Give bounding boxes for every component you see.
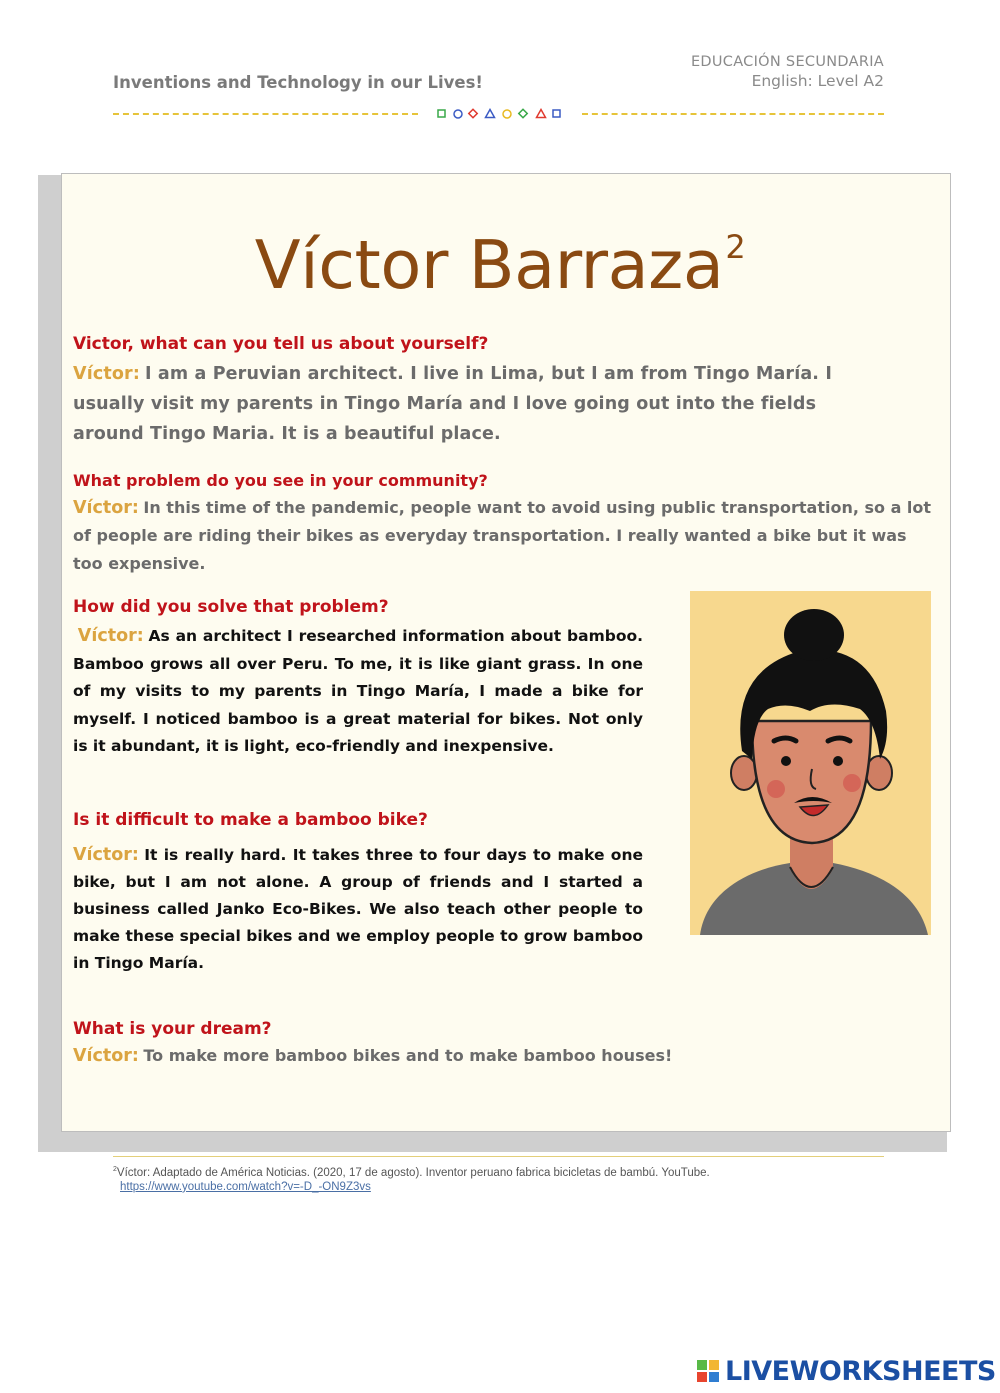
interview-section-1 bbox=[73, 330, 873, 449]
answer-2: In this time of the pandemic, people want to avoid using public transportation, so a lot of people are riding their bikes as everyday transportation. I really wanted a bike but it was too expensive. bbox=[73, 498, 932, 573]
answer-5: To make more bamboo bikes and to make bamboo houses! bbox=[143, 1046, 673, 1065]
liveworksheets-logo-icon bbox=[697, 1358, 721, 1388]
title-text: Víctor Barraza bbox=[254, 226, 724, 304]
answer-4: It is really hard. It takes three to four days to make one bike, but I am not alone. A group of friends and I started a business called Janko Eco-Bikes. We also teach other people to make these special bikes and we employ people to grow bamboo in Tingo María. bbox=[73, 846, 643, 972]
interview-title bbox=[0, 226, 1000, 304]
header-divider-right bbox=[582, 113, 884, 115]
question-2: What problem do you see in your community? bbox=[73, 471, 488, 490]
english-level: English: Level A2 bbox=[751, 72, 884, 90]
speaker-label: Víctor: bbox=[73, 364, 140, 384]
level-info bbox=[691, 54, 884, 90]
question-5: What is your dream? bbox=[73, 1019, 272, 1039]
speaker-label: Víctor: bbox=[73, 498, 139, 518]
worksheet-topic: Inventions and Technology in our Lives! bbox=[113, 73, 483, 92]
footnote-divider bbox=[113, 1156, 884, 1157]
brand-name: LIVEWORKSHEETS bbox=[725, 1356, 996, 1387]
speaker-label: Víctor: bbox=[73, 845, 139, 865]
interview-section-2 bbox=[73, 467, 933, 578]
speaker-label: Víctor: bbox=[73, 1046, 139, 1066]
answer-3: As an architect I researched information about bamboo. Bamboo grows all over Peru. To me, it is like giant grass. In one of my visits to my parents in Tingo María, I made a bike for myself. I noticed bamboo is a great material for bikes. Not only is it abundant, it is light, eco-friendly and inexpensive. bbox=[73, 627, 644, 755]
decorative-shapes-icon bbox=[437, 108, 563, 120]
interview-section-3 bbox=[73, 595, 643, 761]
footnote bbox=[113, 1163, 893, 1194]
question-3: How did you solve that problem? bbox=[73, 597, 389, 617]
speaker-label: Víctor: bbox=[77, 626, 144, 646]
man-portrait-illustration bbox=[690, 591, 931, 935]
answer-1: I am a Peruvian architect. I live in Lima, but I am from Tingo María. I usually visit my parents in Tingo María and I love going out into the fields around Tingo Maria. It is a beautiful place. bbox=[73, 364, 833, 444]
education-level: EDUCACIÓN SECUNDARIA bbox=[690, 54, 884, 70]
interview-section-5 bbox=[73, 1017, 873, 1071]
header-divider-left bbox=[113, 113, 418, 115]
question-4: Is it difficult to make a bamboo bike? bbox=[73, 810, 428, 830]
footnote-mark: 2 bbox=[113, 1166, 117, 1173]
interview-section-4 bbox=[73, 808, 643, 977]
source-link[interactable]: https://www.youtube.com/watch?v=-D_-ON9Z3vs bbox=[120, 1180, 371, 1193]
footnote-text: Víctor: Adaptado de América Noticias. (2020, 17 de agosto). Inventor peruano fabrica bicicletas de bambú. YouTube. bbox=[116, 1166, 710, 1179]
title-footnote-mark: 2 bbox=[725, 228, 746, 266]
question-1: Victor, what can you tell us about yourself? bbox=[73, 334, 489, 354]
